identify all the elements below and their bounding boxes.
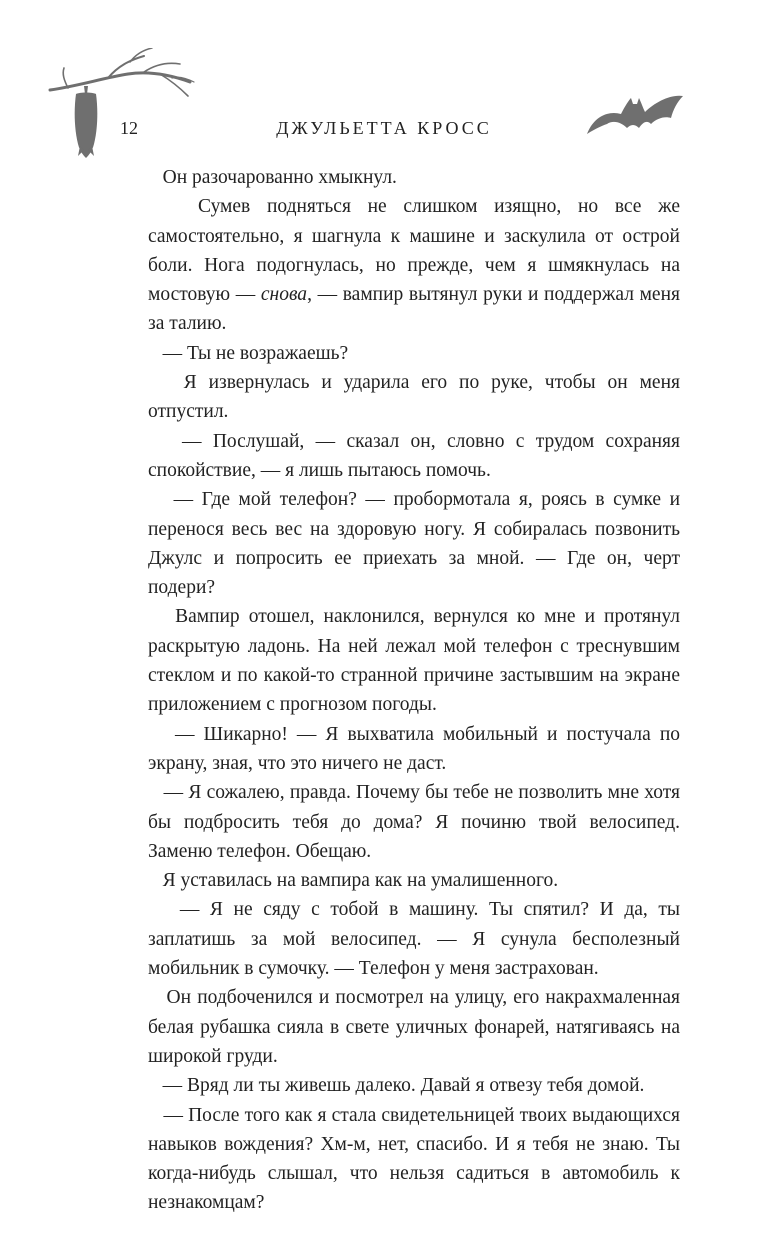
paragraph: — Вряд ли ты живешь далеко. Давай я отвезу тебя домой. xyxy=(162,1075,645,1097)
page-number: 12 xyxy=(120,118,138,138)
paragraph: — Ты не возражаешь? xyxy=(162,342,349,364)
paragraph: — Послушай, — сказал он, словно с трудом сохраняя спокойствие, — я лишь пытаюсь помочь. xyxy=(148,430,680,481)
emphasis: снова xyxy=(260,284,308,306)
page-header xyxy=(0,118,768,144)
paragraph: Я извернулась и ударила его по руке, чтобы он меня отпустил. xyxy=(148,372,680,423)
paragraph: — Я не сяду с тобой в машину. Ты спятил? И да, ты заплатишь за мой велосипед. — Я сунула бесполезный мобильник в сумочку. — Телефон у меня застрахован. xyxy=(148,899,681,980)
running-title: ДЖУЛЬЕТТА КРОСС xyxy=(276,118,492,138)
paragraph: — Я сожалею, правда. Почему бы тебе не позволить мне хотя бы подбросить тебя до дома? Я починю твой велосипед. Заменю телефон. Обещаю. xyxy=(148,782,681,862)
paragraph: — Где мой телефон? — пробормотала я, роясь в сумке и перенося весь вес на здоровую ногу. Я собиралась позвонить Джулс и попросить ее приехать за мной. — Где он, черт подери? xyxy=(148,489,681,599)
paragraph: Вампир отошел, наклонился, вернулся ко мне и протянул раскрытую ладонь. На ней лежал мой телефон с треснувшим стеклом и по какой-то странной причине застывшим на экране приложением с прогнозом погоды. xyxy=(148,606,681,716)
body-text xyxy=(148,163,680,1218)
paragraph: Сумев подняться не слишком изящно, но все же самостоятельно, я шагнула к машине и заскулила от острой боли. Нога подогнулась, но прежде, чем я шмякнулась на мостовую — снова, — вампир вытянул руки и поддержал меня за талию. xyxy=(148,196,681,335)
bat-hanging-on-branch-icon xyxy=(48,48,198,168)
paragraph: Он разочарованно хмыкнул. xyxy=(162,167,397,188)
paragraph: Он подбоченился и посмотрел на улицу, его накрахмаленная белая рубашка сияла в свете уличных фонарей, натягиваясь на широкой груди. xyxy=(148,987,681,1067)
paragraph: — После того как я стала свидетельницей твоих выдающихся навыков вождения? Хм-м, нет, спасибо. И я тебя не знаю. Ты когда-нибудь слышал, что нельзя садиться в автомобиль к незнакомцам? xyxy=(148,1104,680,1214)
paragraph: Я уставилась на вампира как на умалишенного. xyxy=(162,870,559,892)
paragraph: — Шикарно! — Я выхватила мобильный и постучала по экрану, зная, что это ничего не даст. xyxy=(148,723,681,774)
